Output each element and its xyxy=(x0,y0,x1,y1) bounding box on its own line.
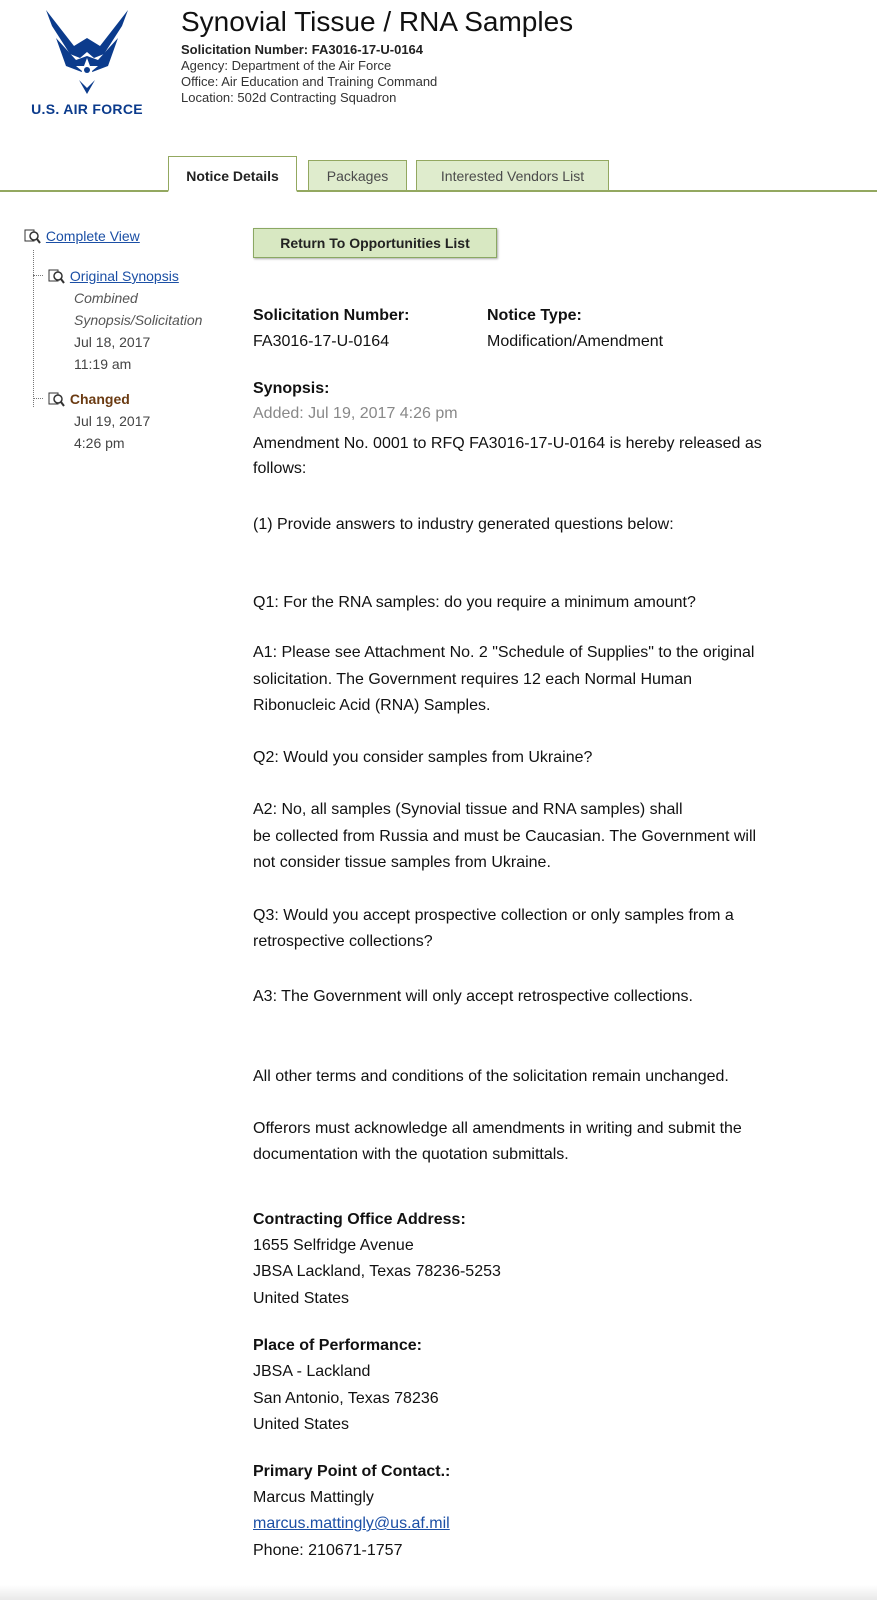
answer-text: solicitation. The Government requires 12 each Normal Human xyxy=(253,671,693,688)
answer-text: A2: No, all samples (Synovial tissue and RNA samples) shall xyxy=(253,801,683,818)
answer-text: Ribonucleic Acid (RNA) Samples. xyxy=(253,697,491,714)
contact-label: Primary Point of Contact.: xyxy=(253,1463,451,1480)
synopsis-text: Amendment No. 0001 to RFQ FA3016-17-U-0164 is hereby released as xyxy=(253,435,762,452)
original-type: Synopsis/Solicitation xyxy=(74,312,203,328)
acknowledgement-text: documentation with the quotation submittals. xyxy=(253,1146,569,1163)
history-item-original xyxy=(48,265,202,375)
notice-type-value: Modification/Amendment xyxy=(487,333,664,350)
office-address-line: United States xyxy=(253,1290,350,1307)
changed-time: 4:26 pm xyxy=(74,435,125,451)
contact-name: Marcus Mattingly xyxy=(253,1489,374,1506)
tab-divider xyxy=(0,190,877,192)
original-synopsis-link[interactable]: Original Synopsis xyxy=(69,268,179,284)
contact-email-link[interactable]: marcus.mattingly@us.af.mil xyxy=(253,1515,450,1532)
meta-solicitation: Solicitation Number: FA3016-17-U-0164 xyxy=(181,42,424,57)
performance-line: San Antonio, Texas 78236 xyxy=(253,1390,439,1407)
acknowledgement-text: Offerors must acknowledge all amendments in writing and submit the xyxy=(253,1120,742,1137)
complete-view-item[interactable] xyxy=(24,228,140,245)
original-type: Combined xyxy=(74,290,138,306)
question-text: Q3: Would you accept prospective collection or only samples from a xyxy=(253,907,734,924)
changed-date: Jul 19, 2017 xyxy=(74,413,151,429)
synopsis-text: (1) Provide answers to industry generated questions below: xyxy=(253,516,674,533)
answer-text: not consider tissue samples from Ukraine. xyxy=(253,854,551,871)
history-item-changed xyxy=(48,388,150,454)
meta-location: Location: 502d Contracting Squadron xyxy=(181,90,397,105)
notice-meta xyxy=(181,42,437,106)
page-header xyxy=(0,0,877,150)
logo-text: U.S. AIR FORCE xyxy=(31,101,143,117)
tree-connector xyxy=(33,398,43,399)
meta-agency: Agency: Department of the Air Force xyxy=(181,58,392,73)
office-address-label: Contracting Office Address: xyxy=(253,1211,466,1228)
meta-office: Office: Air Education and Training Command xyxy=(181,74,438,89)
air-force-wings-icon xyxy=(44,8,130,96)
tab-interested-vendors[interactable]: Interested Vendors List xyxy=(416,160,609,190)
tree-connector xyxy=(33,250,34,407)
complete-view-link[interactable]: Complete View xyxy=(45,228,140,244)
magnifier-document-icon xyxy=(24,229,42,245)
solicitation-number-value: FA3016-17-U-0164 xyxy=(253,333,390,350)
tab-bar xyxy=(0,150,877,192)
performance-line: United States xyxy=(253,1416,350,1433)
synopsis-label: Synopsis: xyxy=(253,380,330,397)
office-address-line: 1655 Selfridge Avenue xyxy=(253,1237,414,1254)
question-text: Q2: Would you consider samples from Ukraine? xyxy=(253,749,593,766)
added-timestamp: Added: Jul 19, 2017 4:26 pm xyxy=(253,405,458,422)
magnifier-document-icon xyxy=(48,269,66,285)
magnifier-document-icon xyxy=(48,392,66,408)
synopsis-text: follows: xyxy=(253,460,307,477)
original-date: Jul 18, 2017 xyxy=(74,334,151,350)
page-title: Synovial Tissue / RNA Samples xyxy=(181,6,574,37)
tab-notice-details[interactable]: Notice Details xyxy=(168,156,297,192)
contact-email-row xyxy=(253,1511,450,1536)
tab-packages[interactable]: Packages xyxy=(308,160,407,190)
terms-text: All other terms and conditions of the solicitation remain unchanged. xyxy=(253,1068,729,1085)
office-address-line: JBSA Lackland, Texas 78236-5253 xyxy=(253,1263,501,1280)
tree-connector xyxy=(33,275,43,276)
page-bottom-edge xyxy=(0,1585,877,1600)
contact-phone: Phone: 210671-1757 xyxy=(253,1542,403,1559)
question-text: Q1: For the RNA samples: do you require a minimum amount? xyxy=(253,594,696,611)
answer-text: be collected from Russia and must be Caucasian. The Government will xyxy=(253,828,757,845)
solicitation-number-label: Solicitation Number: xyxy=(253,307,410,324)
changed-label: Changed xyxy=(69,391,130,407)
performance-label: Place of Performance: xyxy=(253,1337,422,1354)
notice-type-label: Notice Type: xyxy=(487,307,582,324)
original-time: 11:19 am xyxy=(74,356,132,372)
question-text: retrospective collections? xyxy=(253,933,433,950)
answer-text: A1: Please see Attachment No. 2 "Schedule of Supplies" to the original xyxy=(253,644,755,661)
air-force-logo xyxy=(22,8,152,120)
performance-line: JBSA - Lackland xyxy=(253,1363,371,1380)
answer-text: A3: The Government will only accept retrospective collections. xyxy=(253,988,693,1005)
return-to-list-button[interactable]: Return To Opportunities List xyxy=(253,228,497,258)
